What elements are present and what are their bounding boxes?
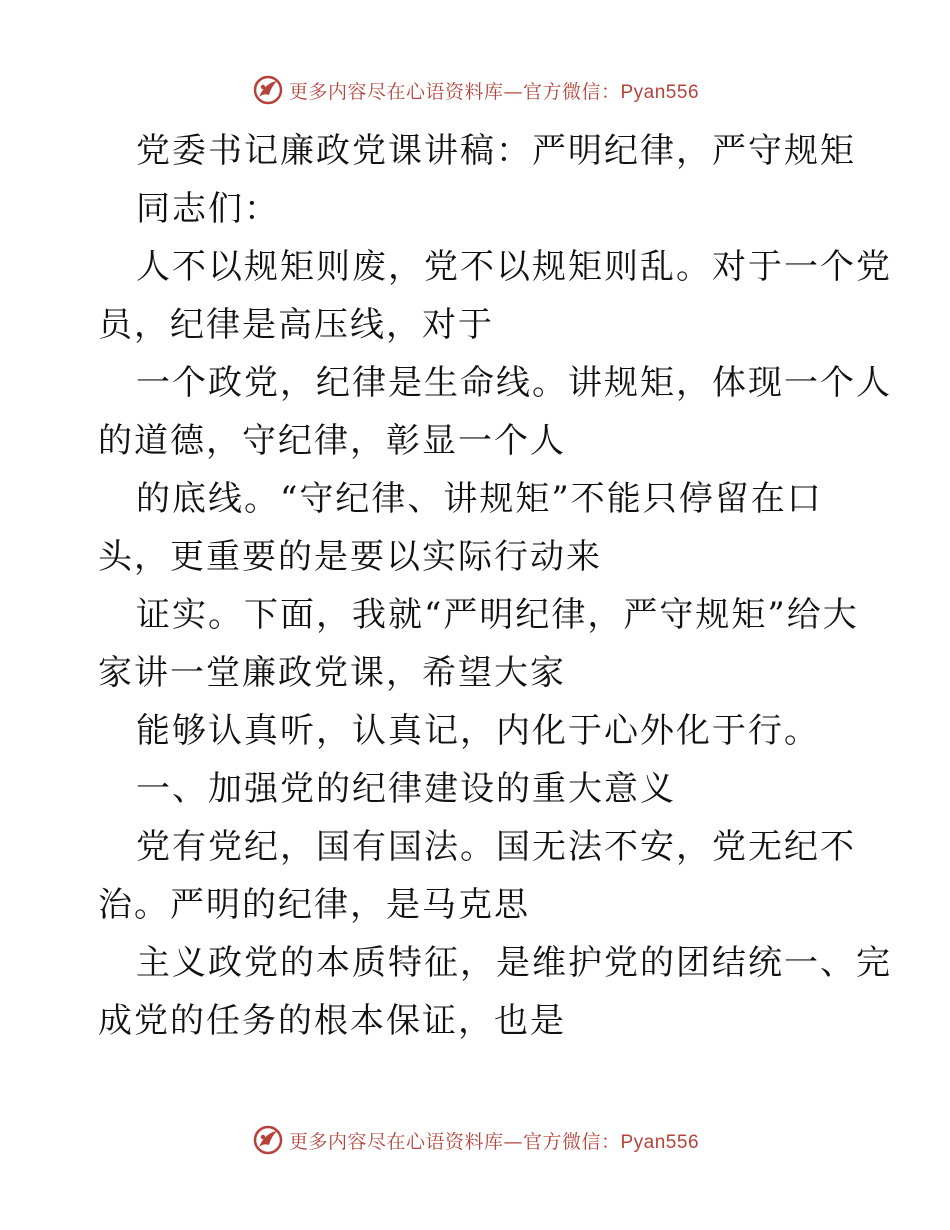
paragraph-line: 能够认真听，认真记，内化于心外化于行。 (136, 711, 820, 751)
paragraph-line: 的道德，守纪律，彰显一个人 (98, 421, 566, 461)
document-title: 党委书记廉政党课讲稿：严明纪律，严守规矩 (136, 131, 856, 171)
watermark-separator: — (503, 80, 523, 103)
watermark-wechat-id: Pyan556 (620, 81, 700, 103)
paragraph-line: 家讲一堂廉政党课，希望大家 (98, 653, 566, 693)
header-watermark-banner (0, 70, 950, 110)
document-body (98, 122, 892, 1050)
watermark-wechat-label: 官方微信： (522, 80, 621, 103)
paragraph-line: 成党的任务的根本保证，也是 (98, 1001, 566, 1041)
watermark-text (289, 77, 699, 104)
paragraph-line: 头，更重要的是要以实际行动来 (98, 537, 602, 577)
paragraph-line: 证实。下面，我就“严明纪律，严守规矩”给大 (136, 595, 859, 635)
logo-icon (251, 1123, 285, 1157)
watermark-wechat-label: 官方微信： (522, 1130, 621, 1153)
watermark-library-name: 更多内容尽在心语资料库 (288, 80, 504, 103)
paragraph-line: 一个政党，纪律是生命线。讲规矩，体现一个人 (136, 363, 892, 403)
paragraph-line: 人不以规矩则废，党不以规矩则乱。对于一个党 (136, 247, 892, 287)
footer-watermark-banner (0, 1120, 950, 1160)
paragraph-line: 的底线。“守纪律、讲规矩”不能只停留在口 (136, 479, 823, 519)
watermark-text (289, 1127, 699, 1154)
paragraph-line: 党有党纪，国有国法。国无法不安，党无纪不 (136, 827, 856, 867)
salutation: 同志们： (136, 189, 280, 229)
watermark-library-name: 更多内容尽在心语资料库 (288, 1130, 504, 1153)
paragraph-line: 员，纪律是高压线，对于 (98, 305, 494, 345)
watermark-separator: — (503, 1130, 523, 1153)
paragraph-line: 治。严明的纪律，是马克思 (98, 885, 530, 925)
section-heading: 一、加强党的纪律建设的重大意义 (136, 769, 676, 809)
watermark-wechat-id: Pyan556 (620, 1131, 700, 1153)
paragraph-line: 主义政党的本质特征，是维护党的团结统一、完 (136, 943, 892, 983)
logo-icon (251, 73, 285, 107)
